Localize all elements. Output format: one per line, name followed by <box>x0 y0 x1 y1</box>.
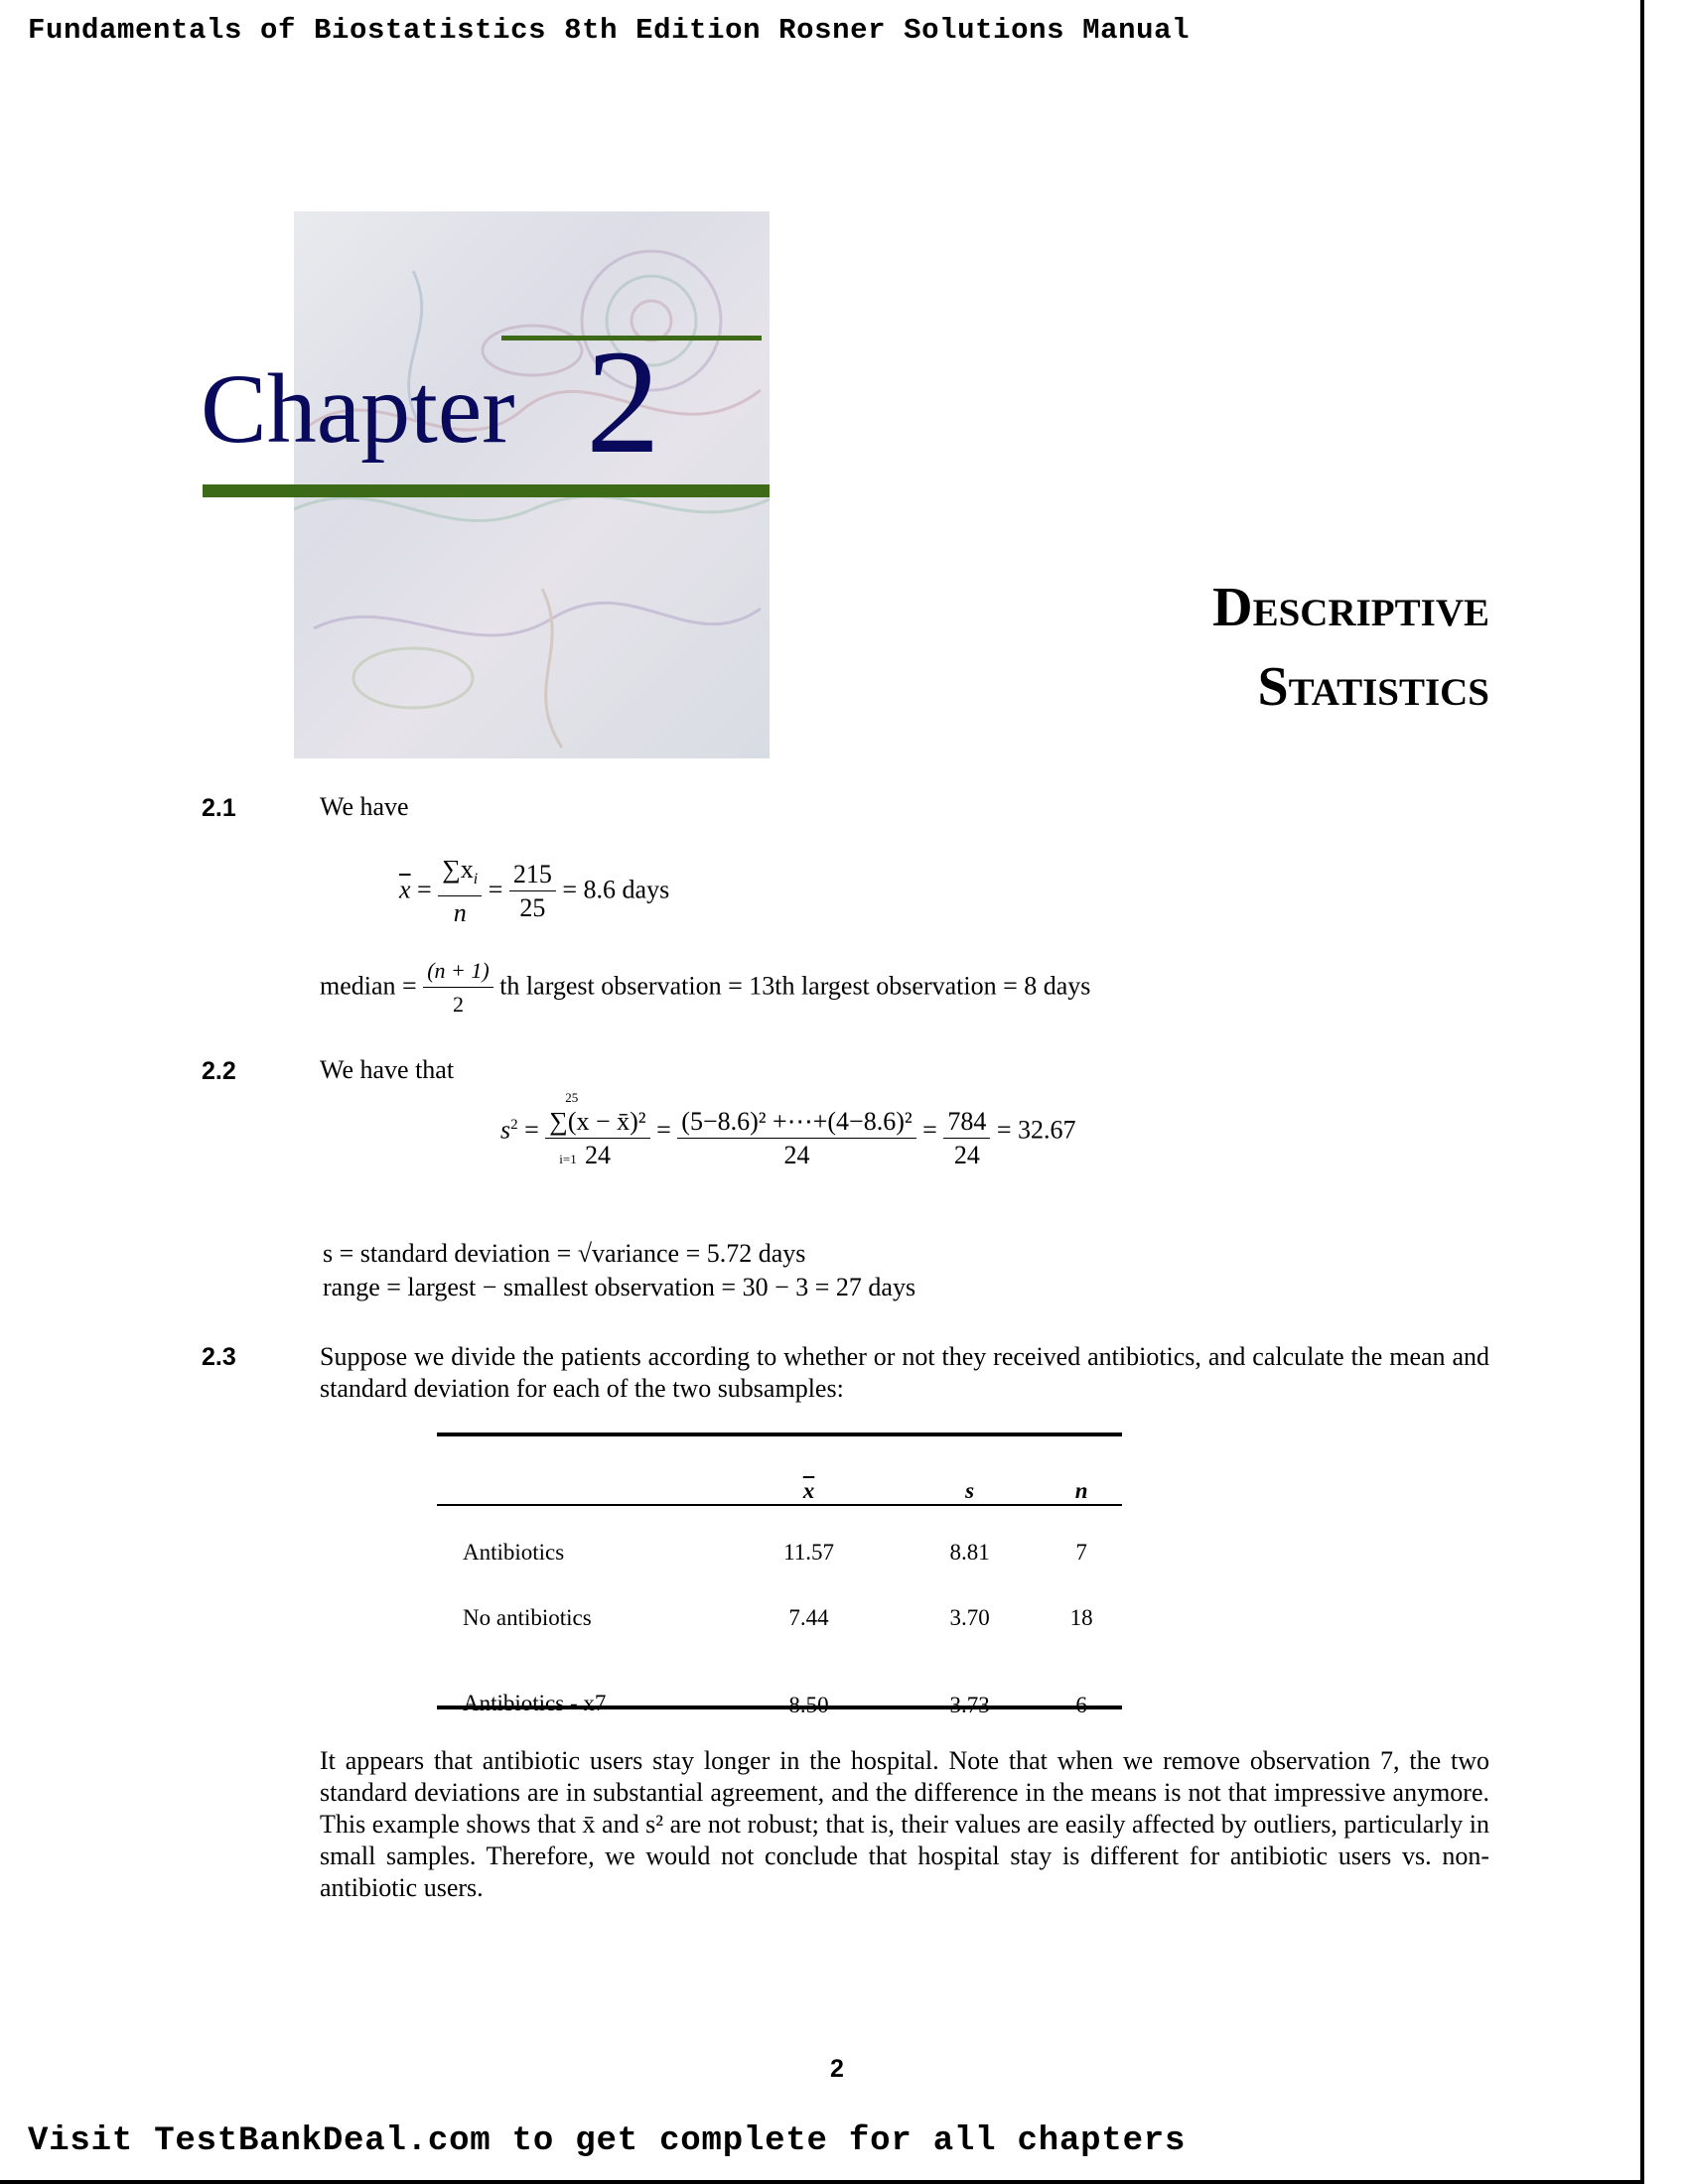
variance-fraction-1: 25 i=1 ∑(x − x̄)² 24 <box>545 1092 649 1172</box>
chapter-rule-thick <box>203 484 770 497</box>
row-sd: 8.81 <box>949 1540 990 1565</box>
sum-lower-limit: i=1 <box>559 1152 577 1166</box>
mean-symbol: $\overline{x}$ <box>399 875 411 904</box>
results-table <box>437 1436 1122 1720</box>
variance-equation: $s^2$ = 25 i=1 ∑(x − x̄)² 24 = $\frac{\text{(5−8.6)² +⋯+(4−8.6)²}}{24}$ = $\frac{784}{24}$ = 32.67 <box>500 1092 1076 1172</box>
page-footer: Visit TestBankDeal.com to get complete for all chapters <box>28 2122 1187 2160</box>
mean-fraction-2: $\frac{215}{25}$ <box>509 859 556 925</box>
range-line: range = largest − smallest observation = 30 − 3 = 27 days <box>323 1273 916 1301</box>
header-mean: $\overline{x}$ <box>802 1478 815 1503</box>
mean-equation: $\overline{x}$ = $\frac{\sum x_i}{n}$ = $\frac{215}{25}$ = 8.6 days <box>399 854 669 930</box>
section-number-2-3: 2.3 <box>202 1343 236 1371</box>
variance-fraction-3: $\frac{784}{24}$ <box>943 1092 990 1172</box>
row-mean: 11.57 <box>783 1540 834 1565</box>
chapter-word: Chapter <box>201 353 515 464</box>
page-border-bottom <box>0 2180 1644 2184</box>
section-number-2-2: 2.2 <box>202 1057 236 1085</box>
mean-fraction-1: $\frac{\sum x_i}{n}$ <box>438 854 482 930</box>
variance-result: = 32.67 <box>996 1115 1076 1145</box>
median-fraction: $\frac{(n + 1)}{2}$ <box>423 955 493 1022</box>
row-label: No antibiotics <box>463 1605 592 1630</box>
section-2-1-intro: We have <box>320 792 409 821</box>
median-equation: median = $\frac{(n + 1)}{2}$ th largest observation = 13th largest observation = 8 days <box>320 955 1090 1022</box>
section-2-3-intro: Suppose we divide the patients according to whether or not they received antibiotics, and calculate the mean and standard deviation for each of the two subsamples: <box>320 1342 1489 1403</box>
standard-deviation-line: s = standard deviation = √variance = 5.72 days <box>323 1239 806 1268</box>
variance-fraction-2: $\frac{\text{(5−8.6)² +⋯+(4−8.6)²}}{24}$ <box>677 1092 915 1172</box>
page-number: 2 <box>830 2055 844 2083</box>
row-label: Antibiotics <box>463 1540 565 1565</box>
row-n: 18 <box>1069 1605 1093 1630</box>
section-number-2-1: 2.1 <box>202 794 236 822</box>
row-n: 6 <box>1075 1693 1087 1717</box>
table-row <box>437 1585 1122 1651</box>
chapter-number: 2 <box>586 320 660 484</box>
row-mean: 8.50 <box>788 1693 829 1717</box>
chapter-title <box>1212 568 1489 727</box>
table-row <box>437 1508 1122 1585</box>
row-sd: 3.73 <box>949 1693 990 1717</box>
page-header: Fundamentals of Biostatistics 8th Edition Rosner Solutions Manual <box>28 14 1191 47</box>
section-2-2-intro: We have that <box>320 1055 455 1084</box>
section-2-3-conclusion: It appears that antibiotic users stay longer in the hospital. Note that when we remove observation 7, the two standard deviations are in substantial agreement, and the difference in the means is not that impressive anymore. This example shows that x̄ and s² are not robust; that is, their values are easily affected by outliers, particularly in small samples. Therefore, we would not conclude that hospital stay is different for antibiotic users vs. non-antibiotic users. <box>320 1746 1489 1902</box>
row-sd: 3.70 <box>949 1605 990 1630</box>
table-header-row <box>437 1436 1122 1508</box>
row-mean: 7.44 <box>788 1605 829 1630</box>
header-n: n <box>1074 1478 1088 1503</box>
page-border-right <box>1640 0 1644 2184</box>
row-label: Antibiotics - x7 <box>463 1691 607 1715</box>
sum-upper-limit: 25 <box>565 1090 579 1105</box>
row-n: 7 <box>1075 1540 1087 1565</box>
header-sd: s <box>965 1478 975 1503</box>
mean-result: = 8.6 days <box>562 875 670 904</box>
chapter-title-line1: Descriptive <box>1212 577 1489 638</box>
chapter-title-line2: Statistics <box>1257 656 1489 718</box>
table-row <box>437 1651 1122 1720</box>
